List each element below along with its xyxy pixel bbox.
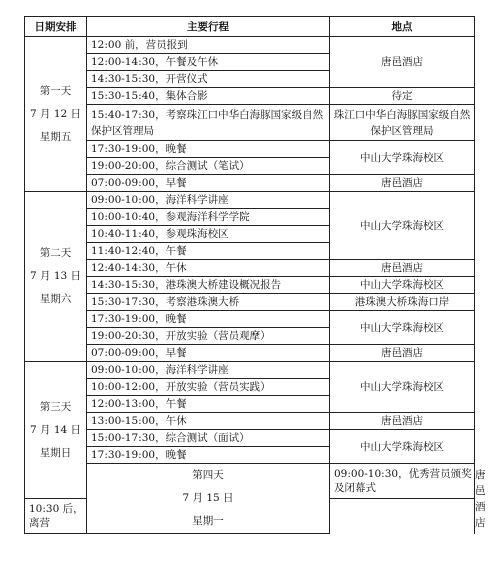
activity-cell: 14:30-15:30，开营仪式 (87, 71, 330, 88)
header-row (25, 17, 475, 37)
table-row (25, 175, 475, 192)
location-cell: 中山大学珠海校区 (330, 362, 475, 413)
activity-cell: 19:00-20:30，开放实验（营员观摩） (87, 328, 330, 345)
table-row (25, 294, 475, 311)
activity-cell: 10:00-10:40，参观海洋科学学院 (87, 209, 330, 226)
activity-cell: 10:30 后，离营 (25, 499, 87, 534)
activity-cell: 09:00-10:00，海洋科学讲座 (87, 192, 330, 209)
table-row (25, 88, 475, 105)
header-location: 地点 (330, 17, 475, 37)
table-row (25, 362, 475, 379)
location-cell: 珠江口中华白海豚国家级自然保护区管理局 (330, 105, 475, 141)
table-row (25, 430, 475, 447)
activity-cell: 12:00-14:30，午餐及午休 (87, 54, 330, 71)
activity-cell: 11:40-12:40，午餐 (87, 243, 330, 260)
day-cell-2: 第二天 7 月 13 日 星期六 (25, 192, 87, 362)
day-cell-4: 第四天 7 月 15 日 星期一 (87, 464, 330, 534)
table-row (25, 141, 475, 158)
location-cell: 唐邑酒店 (330, 37, 475, 88)
activity-cell: 19:00-20:00，综合测试（笔试） (87, 158, 330, 175)
activity-cell: 13:00-15:00，午休 (87, 413, 330, 430)
activity-cell: 15:40-17:30，考察珠江口中华白海豚国家级自然保护区管理局 (87, 105, 330, 141)
table-row (25, 105, 475, 141)
header-itinerary: 主要行程 (87, 17, 330, 37)
location-cell: 中山大学珠海校区 (330, 141, 475, 175)
activity-cell: 15:30-15:40，集体合影 (87, 88, 330, 105)
table-row: 第四天 7 月 15 日 星期一 09:00-10:30，优秀营员颁奖及闭幕式 唐邑酒店 (25, 464, 475, 499)
day-cell-3: 第三天 7 月 14 日 星期日 (25, 362, 87, 499)
header-day: 日期安排 (25, 17, 87, 37)
activity-cell: 10:40-11:40，参观珠海校区 (87, 226, 330, 243)
table-row (25, 192, 475, 209)
location-cell: 中山大学珠海校区 (330, 192, 475, 260)
activity-cell: 09:00-10:30，优秀营员颁奖及闭幕式 (330, 464, 475, 499)
table-row (25, 37, 475, 54)
location-cell: 中山大学珠海校区 (330, 311, 475, 345)
activity-cell: 10:00-12:00，开放实验（营员实践） (87, 379, 330, 396)
location-cell: 中山大学珠海校区 (330, 430, 475, 464)
activity-cell: 15:30-17:30，考察港珠澳大桥 (87, 294, 330, 311)
table-row (25, 311, 475, 328)
activity-cell: 07:00-09:00，早餐 (87, 175, 330, 192)
location-cell: 待定 (330, 88, 475, 105)
activity-cell: 14:30-15:30，港珠澳大桥建设概况报告 (87, 277, 330, 294)
activity-cell: 12:00 前，营员报到 (87, 37, 330, 54)
location-cell: 港珠澳大桥珠海口岸 (330, 294, 475, 311)
activity-cell: 17:30-19:00，晚餐 (87, 311, 330, 328)
table-row (25, 277, 475, 294)
table-row (25, 413, 475, 430)
location-cell: 唐邑酒店 (330, 345, 475, 362)
schedule-table (24, 16, 486, 534)
activity-cell: 17:30-19:00，晚餐 (87, 141, 330, 158)
location-cell: 中山大学珠海校区 (330, 277, 475, 294)
activity-cell: 12:00-13:00，午餐 (87, 396, 330, 413)
activity-cell: 17:30-19:00，晚餐 (87, 447, 330, 464)
day-cell-1: 第一天 7 月 12 日 星期五 (25, 37, 87, 192)
location-cell: 唐邑酒店 (330, 413, 475, 430)
table-row (25, 345, 475, 362)
table-row (25, 260, 475, 277)
activity-cell: 15:00-17:30，综合测试（面试） (87, 430, 330, 447)
activity-cell: 09:00-10:00，海洋科学讲座 (87, 362, 330, 379)
location-cell: 唐邑酒店 (330, 175, 475, 192)
activity-cell: 07:00-09:00，早餐 (87, 345, 330, 362)
location-cell: 唐邑酒店 (330, 260, 475, 277)
activity-cell: 12:40-14:30，午休 (87, 260, 330, 277)
